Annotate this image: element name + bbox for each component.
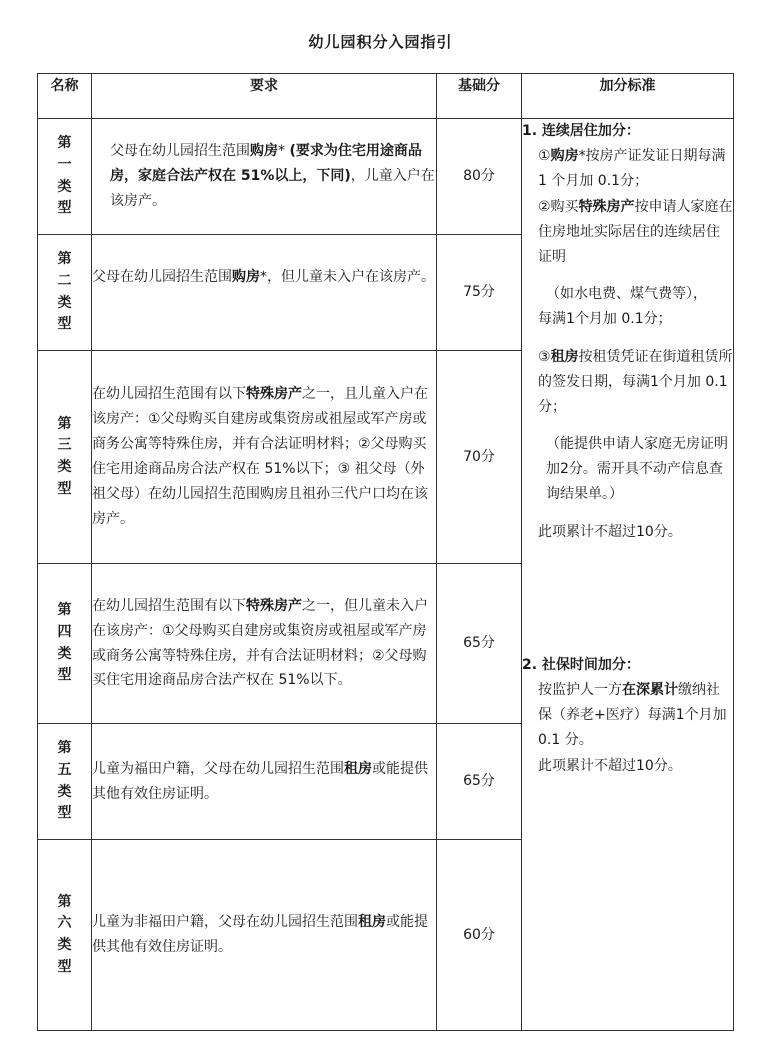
category-cell [38, 840, 92, 1031]
category-char: 型 [57, 200, 72, 217]
category-char: 五 [57, 761, 72, 778]
header-base-score: 基础分 [437, 74, 522, 119]
base-score: 80分 [437, 119, 522, 235]
header-requirement: 要求 [92, 74, 437, 119]
category-char: 第 [57, 251, 72, 268]
bonus-item-purchase: ①购房*按房产证发证日期每满 1 个月加 0.1分； [538, 148, 726, 190]
category-char: 类 [57, 783, 72, 800]
admission-points-table [37, 73, 734, 1031]
bonus-cap-2: 此项累计不超过10分。 [538, 757, 682, 774]
bonus-item-social-security: 按监护人一方在深累计缴纳社保（养老+医疗）每满1个月加0.1 分。 [538, 682, 727, 749]
base-score: 65分 [437, 724, 522, 840]
requirement-cell: 父母在幼儿园招生范围购房*，但儿童未入户在该房产。 [92, 235, 437, 351]
category-char: 第 [57, 135, 72, 152]
category-char: 类 [57, 459, 72, 475]
bonus-standard-cell [522, 119, 734, 1031]
table-header-row [38, 74, 734, 119]
base-score: 70分 [437, 351, 522, 564]
category-char: 类 [57, 178, 72, 195]
bonus-cap-1: 此项累计不超过10分。 [538, 523, 682, 540]
bonus-item-special-housing: ②购买特殊房产按申请人家庭在住房地址实际居住的连续居住证明 [538, 198, 733, 265]
header-name: 名称 [38, 74, 92, 119]
bonus-item-no-house: （能提供申请人家庭无房证明加2分。需开具不动产信息查询结果单。） [546, 436, 728, 503]
category-char: 类 [57, 937, 72, 953]
category-char: 型 [57, 805, 72, 822]
bonus-section-1-title: 1. 连续居住加分： [522, 123, 640, 139]
bonus-item-rental: ③租房按租赁凭证在街道租赁所的签发日期，每满1个月加 0.1分； [538, 348, 733, 415]
category-char: 第 [57, 602, 72, 619]
requirement-cell: 父母在幼儿园招生范围购房* (要求为住宅用途商品房，家庭合法产权在 51%以上，下同)，儿童入户在该房产。 [92, 119, 437, 235]
base-score: 75分 [437, 235, 522, 351]
bonus-item-note: （如水电费、煤气费等）， [546, 286, 707, 303]
category-char: 型 [57, 958, 72, 975]
category-char: 三 [57, 437, 72, 454]
category-char: 二 [57, 272, 72, 289]
category-char: 一 [57, 156, 72, 173]
requirement-cell: 在幼儿园招生范围有以下特殊房产之一，且儿童入户在该房产：①父母购买自建房或集资房或祖屋或军产房或商务公寓等特殊住房，并有合法证明材料；②父母购买住宅用途商品房合法产权在 51%以下；③ 祖父母（外祖父母）在幼儿园招生范围购房且祖孙三代户口均在该房产。 [92, 351, 437, 564]
table-row [38, 119, 734, 235]
requirement-cell: 儿童为非福田户籍，父母在幼儿园招生范围租房或能提供其他有效住房证明。 [92, 840, 437, 1031]
category-char: 第 [57, 415, 72, 432]
category-cell [38, 564, 92, 724]
bonus-item-monthly: 每满1个月加 0.1分； [538, 311, 672, 328]
requirement-cell: 在幼儿园招生范围有以下特殊房产之一，但儿童未入户在该房产：①父母购买自建房或集资房或祖屋或军产房或商务公寓等特殊住房，并有合法证明材料；②父母购买住宅用途商品房合法产权在 51%以下。 [92, 564, 437, 724]
header-bonus-standard: 加分标准 [522, 74, 734, 119]
bonus-section-2-title: 2. 社保时间加分： [522, 656, 640, 673]
category-char: 类 [57, 294, 72, 311]
category-char: 第 [57, 893, 72, 910]
base-score: 60分 [437, 840, 522, 1031]
category-cell [38, 724, 92, 840]
category-char: 型 [57, 667, 72, 684]
category-char: 第 [57, 740, 72, 757]
base-score: 65分 [437, 564, 522, 724]
requirement-cell: 儿童为福田户籍，父母在幼儿园招生范围租房或能提供其他有效住房证明。 [92, 724, 437, 840]
category-char: 四 [57, 623, 72, 640]
category-cell [38, 235, 92, 351]
category-char: 类 [57, 645, 72, 662]
category-char: 六 [57, 915, 72, 932]
category-cell [38, 351, 92, 564]
category-cell [38, 119, 92, 235]
category-char: 型 [57, 480, 72, 497]
page-title: 幼儿园积分入园指引 [308, 33, 453, 51]
category-char: 型 [57, 316, 72, 333]
